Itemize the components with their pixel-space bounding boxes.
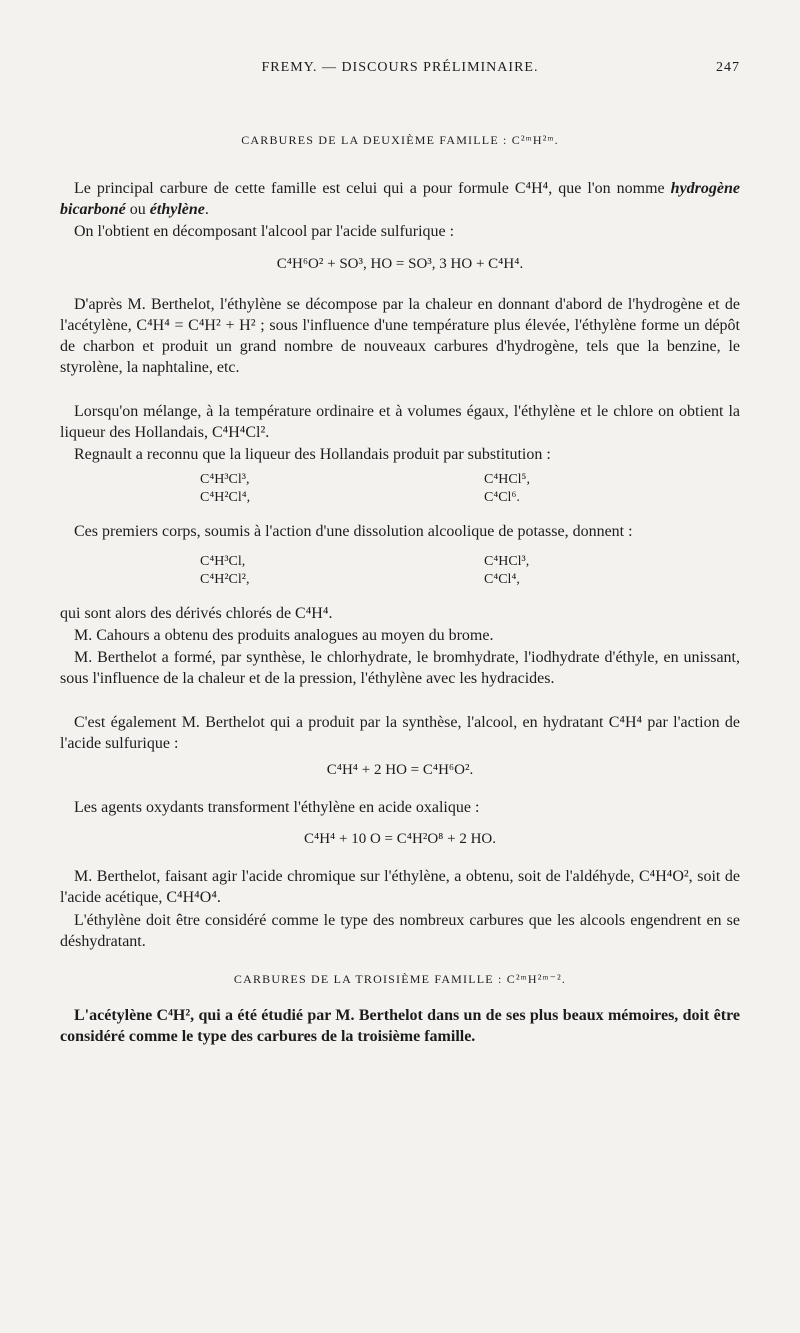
- paragraph-text: On l'obtient en décomposant l'alcool par l'acide sulfurique :: [74, 223, 455, 240]
- formula-column-right: [484, 553, 529, 589]
- formula-column-right: [484, 471, 530, 507]
- formula-alcohol-decomposition: C⁴H⁶O² + SO³, HO = SO³, 3 HO + C⁴H⁴.: [276, 256, 524, 272]
- formula-item: C⁴Cl⁴,: [484, 572, 520, 587]
- paragraph-text: Ces premiers corps, soumis à l'action d'une dissolution alcoolique de potasse, donnent :: [74, 523, 633, 540]
- formula-oxalic-acid: C⁴H⁴ + 10 O = C⁴H²O⁸ + 2 HO.: [303, 831, 497, 847]
- running-head-title: FREMY. — DISCOURS PRÉLIMINAIRE.: [261, 60, 539, 75]
- formula-item: C⁴Cl⁶.: [484, 490, 520, 505]
- paragraph-obtaining: [60, 221, 740, 242]
- paragraph-berthelot-synthesis: [60, 647, 740, 689]
- paragraph-text: M. Cahours a obtenu des produits analogues au moyen du brome.: [74, 627, 494, 644]
- paragraph-text: Le principal carbure de cette famille est celui qui a pour formule C⁴H⁴, que l'on nomme: [74, 180, 671, 197]
- paragraph-chromic-acid: [60, 866, 740, 908]
- paragraph-oxidizing-agents: [60, 797, 740, 818]
- paragraph-text: Les agents oxydants transforment l'éthylène en acide oxalique :: [74, 799, 480, 816]
- formula-item: C⁴H³Cl³,: [200, 472, 250, 487]
- formula-item: C⁴H²Cl²,: [200, 572, 250, 587]
- paragraph-text: .: [204, 201, 209, 218]
- page-number: 247: [716, 60, 740, 75]
- paragraph-berthelot-decomposition: [60, 294, 740, 378]
- formula-item: C⁴HCl³,: [484, 554, 530, 569]
- paragraph-potash-action: [60, 521, 740, 542]
- paragraph-berthelot-alcohol: [60, 712, 740, 754]
- section-heading-third-family: CARBURES DE LA TROISIÈME FAMILLE : C²ᵐH²ᵐ⁻².: [233, 972, 567, 986]
- paragraph-text: C'est également M. Berthelot qui a produit par la synthèse, l'alcool, en hydratant C⁴H⁴ par l'action de l'acide sulfurique :: [60, 714, 740, 752]
- paragraph-ethylene-type: [60, 910, 740, 952]
- formula-hydration: C⁴H⁴ + 2 HO = C⁴H⁶O².: [326, 762, 474, 778]
- paragraph-text: M. Berthelot, faisant agir l'acide chromique sur l'éthylène, a obtenu, soit de l'aldéhyde, C⁴H⁴O², soit de l'acide acétique, C⁴H⁴O⁴.: [60, 868, 740, 906]
- running-head: [60, 60, 740, 84]
- paragraph-regnault: [60, 444, 740, 465]
- term-ethylene: éthylène: [149, 201, 205, 218]
- paragraph-cahours: [60, 625, 740, 646]
- paragraph-text: L'acétylène C⁴H², qui a été étudié par M. Berthelot dans un de ses plus beaux mémoires, doit être considéré comme le type des carbures de la troisième famille.: [60, 1007, 740, 1045]
- section-heading-second-family: CARBURES DE LA DEUXIÈME FAMILLE : C²ᵐH²ᵐ.: [241, 133, 559, 147]
- paragraph-text: Regnault a reconnu que la liqueur des Hollandais produit par substitution :: [74, 446, 551, 463]
- formula-item: C⁴H²Cl⁴,: [200, 490, 251, 505]
- paragraph-acetylene: [60, 1005, 740, 1047]
- formula-column-left: [200, 553, 249, 589]
- term-hydrogene-bicarbone: hydrogène bicarboné: [60, 180, 740, 218]
- paragraph-ethylene-formula: [60, 178, 740, 220]
- paragraph-text: M. Berthelot a formé, par synthèse, le chlorhydrate, le bromhydrate, l'iodhydrate d'éthyle, en unissant, sous l'influence de la chaleur et de la pression, l'éthylène avec les hydracides.: [60, 649, 740, 687]
- paragraph-text: Lorsqu'on mélange, à la température ordinaire et à volumes égaux, l'éthylène et le chlore on obtient la liqueur des Hollandais, C⁴H⁴Cl².: [60, 403, 740, 441]
- formula-item: C⁴H³Cl,: [200, 554, 246, 569]
- paragraph-chlorine-mixture: [60, 401, 740, 443]
- paragraph-text: qui sont alors des dérivés chlorés de C⁴H⁴.: [60, 605, 333, 622]
- paragraph-text: ou: [125, 201, 150, 218]
- paragraph-text: D'après M. Berthelot, l'éthylène se décompose par la chaleur en donnant d'abord de l'hydrogène et de l'acétylène, C⁴H⁴ = C⁴H² + H² ; sous l'influence d'une température plus élevée, l'éthylène forme un dépôt de charbon et produit un grand nombre de nouveaux carbures d'hydrogène, tels que la benzine, le styrolène, la naphtaline, etc.: [60, 296, 740, 376]
- paragraph-text: L'éthylène doit être considéré comme le type des nombreux carbures que les alcools engendrent en se déshydratant.: [60, 912, 740, 950]
- formula-item: C⁴HCl⁵,: [484, 472, 530, 487]
- paragraph-chlorinated-derivatives: [60, 603, 740, 624]
- formula-column-left: [200, 471, 250, 507]
